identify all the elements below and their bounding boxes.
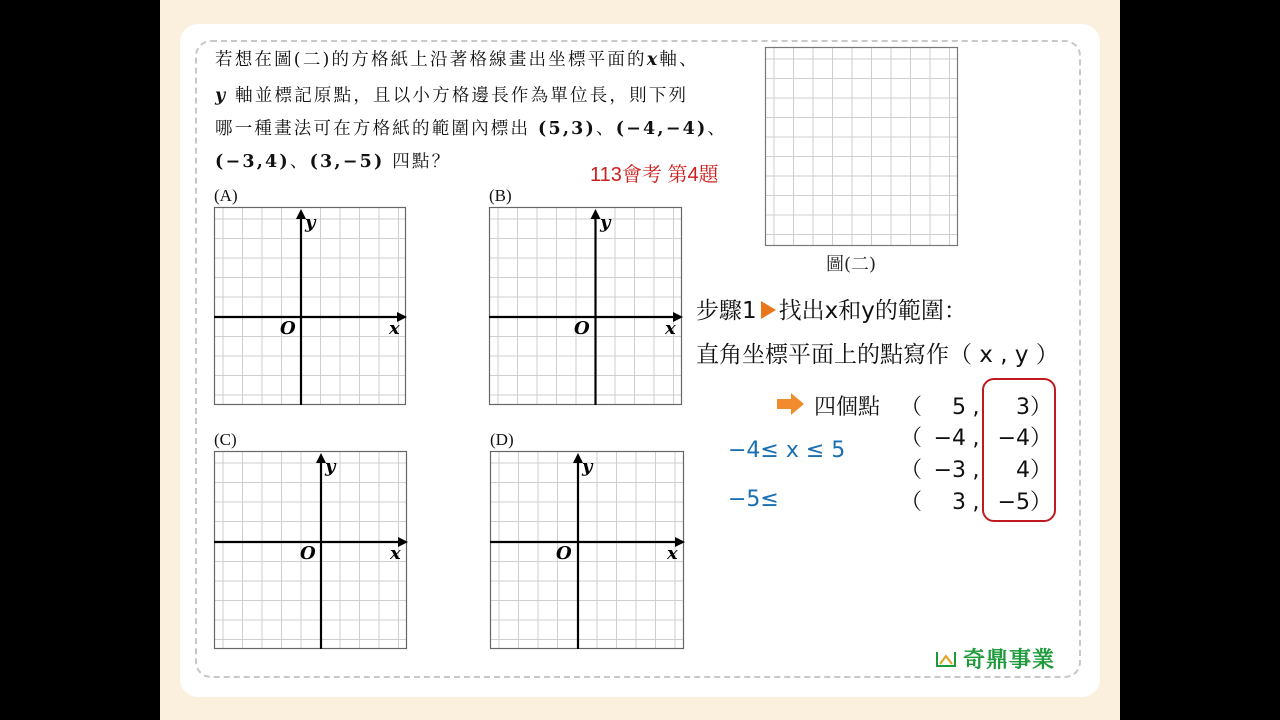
paren-open: （	[900, 458, 923, 483]
point-x: 5	[952, 395, 966, 420]
option-d-label: (D)	[490, 430, 514, 449]
step-heading	[696, 292, 967, 325]
question-text: 軸、	[659, 50, 699, 70]
point-x: −4	[933, 426, 966, 451]
option-c-x-label: x	[390, 543, 401, 564]
qiding-logo-icon	[935, 650, 957, 668]
comma: ,	[972, 395, 980, 420]
right-arrow-icon	[777, 393, 805, 415]
points-label: 四個點	[814, 395, 881, 420]
point-3-neg5: (3,−5)	[309, 152, 385, 172]
option-d-origin-label: O	[556, 543, 572, 564]
point-x: −3	[933, 458, 966, 483]
paren-open: （	[900, 395, 923, 420]
question-line-4	[215, 148, 451, 173]
option-b-label: (B)	[489, 186, 512, 205]
company-logo	[935, 643, 1055, 674]
question-line-2	[215, 82, 688, 107]
step-label: 步驟1	[696, 298, 757, 324]
paren-open: （	[900, 490, 923, 515]
x-range: −4≤ x ≤ 5	[728, 438, 846, 463]
option-c-origin-label: O	[300, 543, 316, 564]
option-a-grid	[214, 207, 414, 407]
option-b-origin-label: O	[574, 318, 590, 339]
logo-text: 奇鼎事業	[963, 648, 1056, 673]
paren-close: ）	[1030, 490, 1053, 515]
point-y: −5	[997, 490, 1030, 515]
paren-close: ）	[1030, 426, 1053, 451]
question-text: 若想在圖(二)的方格紙上沿著格線畫出坐標平面的	[215, 50, 647, 70]
coordinate-note: 直角坐標平面上的點寫作（ x , y ）	[696, 342, 1059, 368]
y-range-partial: −5≤	[728, 487, 779, 512]
paren-close: ）	[1030, 458, 1053, 483]
var-y: y	[215, 86, 228, 106]
comma: ,	[972, 426, 980, 451]
option-a-origin-label: O	[280, 318, 296, 339]
question-text: 四點？	[384, 152, 452, 172]
option-d-x-label: x	[667, 543, 678, 564]
play-triangle-icon	[761, 301, 776, 319]
point-neg4-neg4: (−4,−4)	[615, 119, 708, 139]
step-title: 找出x和y的範圍：	[778, 298, 967, 324]
option-b-grid	[489, 207, 689, 407]
separator: 、	[707, 119, 728, 139]
question-line-3	[215, 115, 727, 140]
option-a-label: (A)	[214, 186, 238, 205]
option-d-grid	[490, 451, 690, 651]
point-5-3: (5,3)	[537, 119, 596, 139]
figure-2-grid	[765, 47, 958, 246]
y-values-highlight-box	[982, 378, 1056, 522]
separator: 、	[595, 119, 616, 139]
separator: 、	[289, 152, 310, 172]
point-y: −4	[997, 426, 1030, 451]
comma: ,	[972, 490, 980, 515]
paren-open: （	[900, 426, 923, 451]
question-text: 哪一種畫法可在方格紙的範圍內標出	[215, 119, 538, 139]
option-c-y-label: y	[325, 456, 336, 477]
option-d-y-label: y	[582, 456, 593, 477]
option-c-label: (C)	[214, 430, 237, 449]
paren-close: ）	[1030, 395, 1053, 420]
figure-2-caption: 圖(二)	[826, 254, 877, 275]
option-a-y-label: y	[305, 212, 316, 233]
option-a-x-label: x	[389, 318, 400, 339]
var-x: x	[646, 50, 660, 70]
point-y: 3	[1016, 395, 1030, 420]
option-b-y-label: y	[600, 212, 611, 233]
point-y: 4	[1016, 458, 1030, 483]
comma: ,	[972, 458, 980, 483]
question-text: 軸並標記原點，且以小方格邊長作為單位長，則下列	[227, 86, 689, 106]
point-x: 3	[952, 490, 966, 515]
point-neg3-4: (−3,4)	[215, 152, 290, 172]
source-tag: 113會考 第4題	[590, 164, 719, 186]
option-b-x-label: x	[665, 318, 676, 339]
question-line-1	[215, 46, 699, 71]
